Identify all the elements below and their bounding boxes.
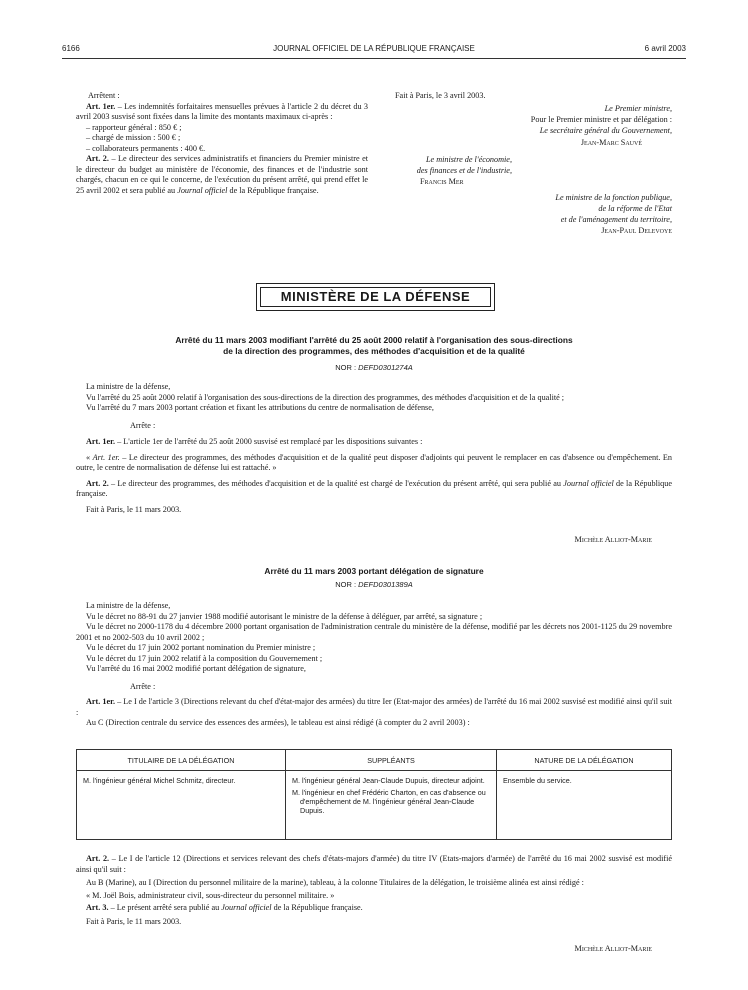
arrete1-quote: « Art. 1er. – Le directeur des programmes, des méthodes d'acquisition et de la qualité peut disposer d'adjoints qui peuvent le remplacer en cas d'absence ou d'empêchement. En outre, le centre de normalisation de défense lui est rattaché. » [76,452,673,472]
arrete2-art3: Art. 3. – Le présent arrêté sera publié au Journal officiel de la République française. [86,903,363,912]
eco-title-2: des finances et de l'industrie, [416,166,512,175]
arrete2-body-continued [76,854,672,927]
fp-signature: Jean-Paul Delevoye [601,226,672,235]
arrete2-arrete: Arrête : [130,681,156,691]
column-header: TITULAIRE DE LA DÉLÉGATION [77,750,286,771]
arrete2-vu: Vu l'arrêté du 16 mai 2002 modifié portant délégation de signature, [86,664,306,673]
arrete1-art1: Art. 1er. – L'article 1er de l'arrêté du 25 août 2000 susvisé est remplacé par les dispositions suivantes : [86,437,423,446]
arrete1-fait: Fait à Paris, le 11 mars 2003. [86,504,182,514]
nature-cell: Ensemble du service. [497,771,672,840]
arrete2-nor: NOR : DEFD0301389A [335,580,413,589]
arrete1-title: Arrêté du 11 mars 2003 modifiant l'arrêté du 25 août 2000 relatif à l'organisation des sous-directions de la direction des programmes, des méthodes d'acquisition et de la qualité [175,335,573,356]
arrete2-art2-b: Au B (Marine), au I (Direction du personnel militaire de la marine), tableau, à la colonne Titulaires de la délégation, le troisième alinéa est ainsi rédigé : [86,878,584,887]
pm-signature: Jean-Marc Sauvé [580,138,642,147]
titulaire-cell: M. l'ingénieur général Michel Schmitz, directeur. [77,771,286,840]
arrete2-signature: Michèle Alliot-Marie [574,944,652,953]
arrete2-fait: Fait à Paris, le 11 mars 2003. [86,916,182,926]
eco-signature: Francis Mer [420,177,464,186]
arrete2-vu: Vu le décret du 17 juin 2002 relatif à la composition du Gouvernement ; [86,653,323,663]
arretent-label: Arrêtent : [88,91,120,100]
arrete2-minister: La ministre de la défense, [86,601,171,610]
arrete2-art1: Art. 1er. – Le I de l'article 3 (Directions relevant du chef d'état-major des armées) du titre Ier (Etat-major des armées) de l'arrêté du 16 mai 2002 susvisé est modifié ainsi qu'il suit : [76,697,672,717]
issue-date: 6 avril 2003 [644,44,686,53]
arrete2-art2: Art. 2. – Le I de l'article 12 (Directions et services relevant des chefs d'états-majors d'armée) du titre IV (Etats-majors d'armée) de l'arrêté du 16 mai 2002 susvisé est modifié ainsi qu'il suit : [76,854,672,874]
arrete2-art1-c: Au C (Direction centrale du service des essences des armées), le tableau est ainsi rédigé (à compter du 2 avril 2003) : [86,718,470,727]
pm-delegation: Pour le Premier ministre et par délégation : [530,115,672,124]
amount-item: – collaborateurs permanents : 400 €. [86,143,206,153]
top-left-column [76,91,368,196]
table-row [77,771,672,840]
top-art2: Art. 2. – Le directeur des services administratifs et financiers du Premier ministre et le directeur du budget au ministère de l'économie, des finances et de l'industrie sont chargés, chacun en ce qui le concerne, de l'exécution du présent arrêté, qui prend effet le 25 avril 2002 et sera publié au Journal officiel de la République française. [76,154,368,195]
arrete2-title: Arrêté du 11 mars 2003 portant délégation de signature [264,566,484,576]
ministry-heading-box [256,283,495,311]
ministry-heading: MINISTÈRE DE LA DÉFENSE [260,287,491,307]
suppleant-entry: M. l'ingénieur en chef Frédéric Charton, en cas d'absence ou d'empêchement de M. l'ingénieur général Jean-Claude Dupuis. [292,788,486,815]
pm-title: Le Premier ministre, [604,104,672,113]
arrete1-vu: Vu l'arrêté du 7 mars 2003 portant création et fixant les attributions du centre de normalisation de défense, [86,403,434,412]
top-art1: Art. 1er. – Les indemnités forfaitaires mensuelles prévues à l'article 2 du décret du 3 avril 2003 susvisé sont fixées dans la limite des montants maximaux ci-après : [76,101,368,121]
table-header-row [77,750,672,771]
fp-title-1: Le ministre de la fonction publique, [555,193,672,202]
arrete1-arrete: Arrête : [130,420,156,430]
arrete1-signature: Michèle Alliot-Marie [574,535,652,544]
arrete1-vu: Vu l'arrêté du 25 août 2000 relatif à l'organisation des sous-directions de la direction des programmes, des méthodes d'acquisition et de la qualité ; [86,392,565,402]
fp-title-2: de la réforme de l'Etat [598,204,672,213]
arrete1-art2: Art. 2. – Le directeur des programmes, des méthodes d'acquisition et de la qualité est chargé de l'exécution du présent arrêté, qui sera publié au Journal officiel de la République française. [76,478,672,498]
header-rule [62,58,686,59]
page-header [62,44,686,56]
pm-secretary: Le secrétaire général du Gouvernement, [539,126,672,135]
amount-item: – rapporteur général : 850 € ; [86,122,182,132]
arrete2-vu: Vu le décret no 88-91 du 27 janvier 1988 modifié autorisant le ministre de la défense à déléguer, par arrêté, sa signature ; [86,611,483,621]
arrete1-minister: La ministre de la défense, [86,382,171,391]
column-header: NATURE DE LA DÉLÉGATION [497,750,672,771]
arrete2-body [76,601,672,729]
amount-item: – chargé de mission : 500 € ; [86,133,181,142]
column-header: SUPPLÉANTS [286,750,497,771]
arrete1-body [76,382,672,515]
arrete2-art2-quote: « M. Joël Bois, administrateur civil, sous-directeur du personnel militaire. » [86,890,335,900]
eco-title-1: Le ministre de l'économie, [425,155,512,164]
arrete2-vu: Vu le décret du 17 juin 2002 portant nomination du Premier ministre ; [86,643,316,652]
page-number: 6166 [62,44,80,53]
suppleants-cell [286,771,497,840]
arrete1-nor: NOR : DEFD0301274A [335,363,413,372]
fp-title-3: et de l'aménagement du territoire, [560,215,672,224]
top-fait: Fait à Paris, le 3 avril 2003. [395,91,486,100]
delegation-table [76,749,672,840]
suppleant-entry: M. l'ingénieur général Jean-Claude Dupuis, directeur adjoint. [292,776,485,785]
journal-title: JOURNAL OFFICIEL DE LA RÉPUBLIQUE FRANÇAISE [273,44,475,53]
arrete2-vu: Vu le décret no 2000-1178 du 4 décembre 2000 portant organisation de l'administration centrale du ministère de la défense, modifié par les décrets nos 2001-1125 du 29 novembre 2001 et no 2002-503 du 10 avril 2002 ; [76,622,672,642]
